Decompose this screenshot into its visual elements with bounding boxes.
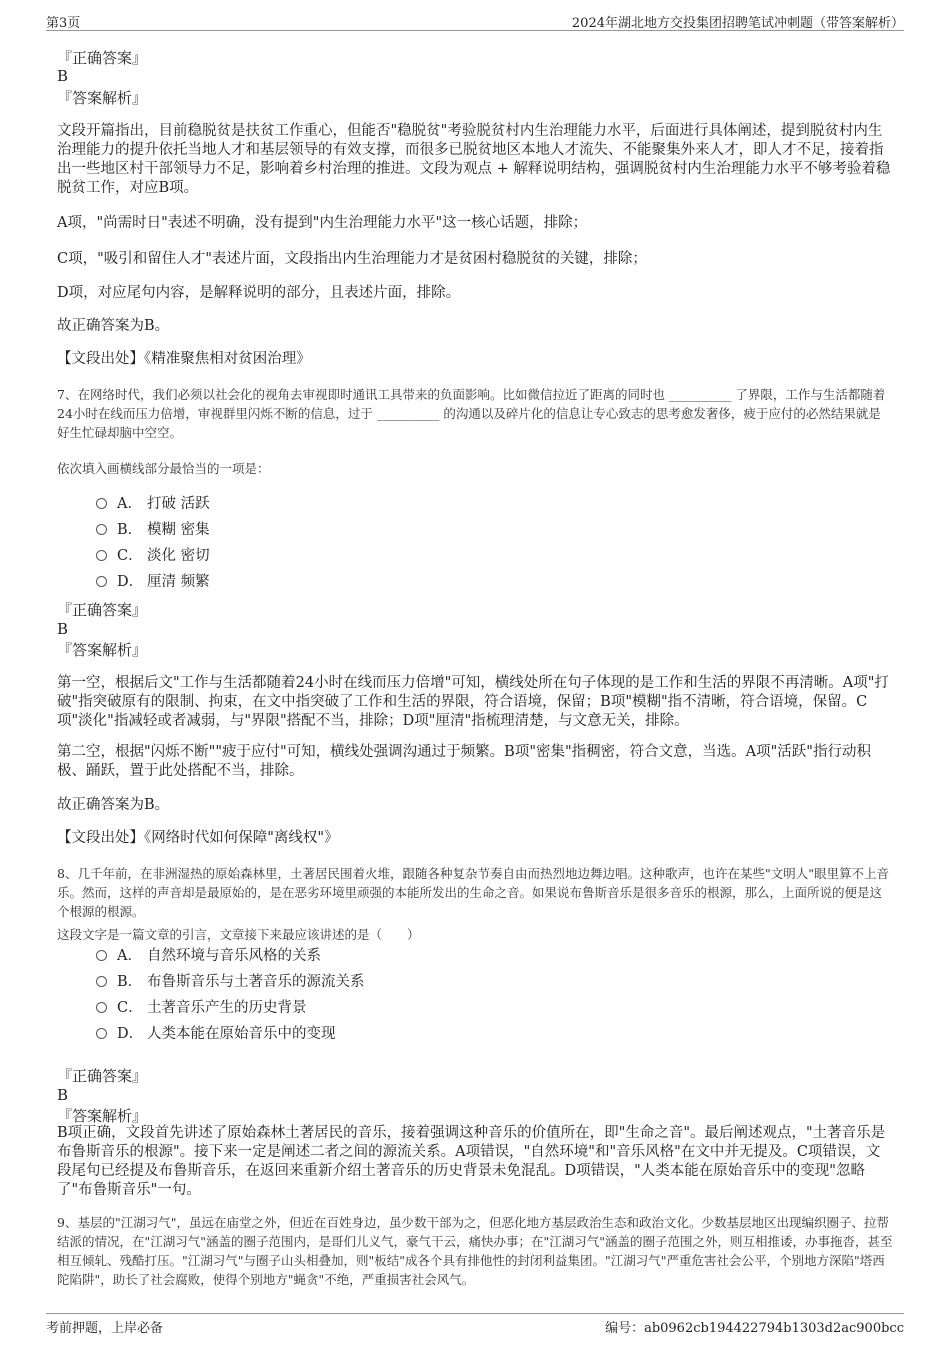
q6-answer: B (57, 67, 69, 85)
q8-prompt: 这段文字是一篇文章的引言，文章接下来最应该讲述的是（ ） (57, 927, 420, 942)
page-header (46, 12, 904, 31)
page-number: 第3页 (46, 16, 81, 31)
option-text: 土著音乐产生的历史背景 (147, 1000, 307, 1016)
q8-analysis-paragraph: B项正确，文段首先讲述了原始森林土著居民的音乐，接着强调这种音乐的价值所在，即"生命之音"。最后阐述观点，"土著音乐是布鲁斯音乐的根源"。接下来一定是阐述二者之间的源流关系。A项错误，"自然环境"和"音乐风格"在文中并无提及。C项错误，文段尾句已经提及布鲁斯音乐，在返回来重新介绍土著音乐的历史背景未免混乱。D项错误，"人类本能在原始音乐中的变现"忽略了"布鲁斯音乐"一句。 (57, 1125, 886, 1198)
q8-analysis-label: 『答案解析』 (57, 1107, 148, 1125)
q7-analysis-paragraph-1: 第一空，根据后文"工作与生活都随着24小时在线而压力倍增"可知，横线处所在句子体现的是工作和生活的界限不再清晰。A项"打破"指突破原有的限制、拘束，在文中指突破了工作和生活的界限，符合语境，保留；B项"模糊"指不清晰，符合语境，保留。C项"淡化"指减轻或者减弱，与"界限"搭配不当，排除；D项"厘清"指梳理清楚，与文意无关，排除。 (57, 675, 889, 729)
radio-icon[interactable] (96, 498, 107, 509)
q7-option-a[interactable] (96, 494, 210, 514)
q7-answer: B (57, 620, 69, 638)
q6-source: 【文段出处】《精准聚焦相对贫困治理》 (57, 351, 311, 367)
document-code: 编号：ab0962cb194422794b1303d2ac900bcc (605, 1321, 904, 1336)
q7-prompt: 依次填入画横线部分最恰当的一项是： (57, 461, 270, 476)
radio-icon[interactable] (96, 524, 107, 535)
option-key: A． (117, 948, 142, 964)
q6-analysis-option-c: C项，"吸引和留住人才"表述片面，文段指出内生治理能力才是贫困村稳脱贫的关键，排除； (57, 251, 647, 267)
q6-correct-answer-label: 『正确答案』 (57, 49, 148, 67)
q6-analysis-option-d: D项，对应尾句内容，是解释说明的部分，且表述片面，排除。 (57, 285, 461, 301)
q7-conclusion: 故正确答案为B。 (57, 797, 170, 813)
q8-option-c[interactable] (96, 998, 307, 1018)
radio-icon[interactable] (96, 550, 107, 561)
option-text: 人类本能在原始音乐中的变现 (147, 1026, 336, 1042)
option-key: C． (117, 548, 143, 564)
radio-icon[interactable] (96, 576, 107, 587)
document-title: 2024年湖北地方交投集团招聘笔试冲刺题（带答案解析） (571, 16, 904, 31)
option-text: 淡化 密切 (147, 548, 210, 564)
option-text: 布鲁斯音乐与土著音乐的源流关系 (147, 974, 365, 990)
q8-option-a[interactable] (96, 946, 321, 966)
q6-analysis-label: 『答案解析』 (57, 89, 148, 107)
option-key: B． (117, 974, 143, 990)
q8-stem: 8、几千年前，在非洲湿热的原始森林里，土著居民围着火堆，跟随各种复杂节奏自由而热烈地边舞边唱。这种歌声，也许在某些"文明人"眼里算不上音乐。然而，这样的声音却是最原始的，是在恶劣环境里顽强的本能所发出的生命之音。如果说布鲁斯音乐是很多音乐的根源，那么，上面所说的便是这个根源的根源。 (57, 866, 889, 919)
option-key: C． (117, 1000, 143, 1016)
q8-option-d[interactable] (96, 1024, 336, 1044)
q7-option-d[interactable] (96, 572, 210, 592)
q7-source: 【文段出处】《网络时代如何保障"离线权"》 (57, 830, 339, 846)
option-key: A． (117, 496, 142, 512)
q8-correct-answer-label: 『正确答案』 (57, 1067, 148, 1085)
option-text: 自然环境与音乐风格的关系 (147, 948, 321, 964)
q6-analysis-option-a: A项，"尚需时日"表述不明确，没有提到"内生治理能力水平"这一核心话题，排除； (57, 215, 588, 231)
radio-icon[interactable] (96, 1002, 107, 1013)
radio-icon[interactable] (96, 950, 107, 961)
q7-analysis-label: 『答案解析』 (57, 641, 148, 659)
radio-icon[interactable] (96, 1028, 107, 1039)
page-footer (46, 1313, 904, 1337)
footer-note: 考前押题，上岸必备 (46, 1321, 164, 1336)
q7-stem: 7、在网络时代，我们必须以社会化的视角去审视即时通讯工具带来的负面影响。比如微信拉近了距离的同时也 __________ 了界限，工作与生活都随着24小时在线而压力倍增，审视群里闪烁不断的信息，过于 __________ 的沟通以及碎片化的信息让专心致志的思考愈发奢侈，疲于应付的必然结果就是好生忙碌却脑中空空。 (57, 387, 886, 440)
option-text: 厘清 频繁 (147, 574, 210, 590)
radio-icon[interactable] (96, 976, 107, 987)
q6-conclusion: 故正确答案为B。 (57, 318, 170, 334)
q8-answer: B (57, 1086, 69, 1104)
q7-analysis-paragraph-2: 第二空，根据"闪烁不断""疲于应付"可知，横线处强调沟通过于频繁。B项"密集"指稠密，符合文意，当选。A项"活跃"指行动积极、踊跃，置于此处搭配不当，排除。 (57, 744, 871, 779)
q7-option-b[interactable] (96, 520, 210, 540)
option-text: 模糊 密集 (147, 522, 210, 538)
option-text: 打破 活跃 (147, 496, 210, 512)
q7-correct-answer-label: 『正确答案』 (57, 601, 148, 619)
q7-option-c[interactable] (96, 546, 210, 566)
option-key: D． (117, 1026, 144, 1042)
q8-option-b[interactable] (96, 972, 365, 992)
option-key: D． (117, 574, 144, 590)
q6-analysis-paragraph: 文段开篇指出，目前稳脱贫是扶贫工作重心，但能否"稳脱贫"考验脱贫村内生治理能力水平，后面进行具体阐述，提到脱贫村内生治理能力的提升依托当地人才和基层领导的有效支撑，而很多已脱贫地区本地人才流失、不能聚集外来人才，即人才不足，接着指出一些地区村干部领导力不足，影响着乡村治理的推进。文段为观点 + 解释说明结构，强调脱贫村内生治理能力水平不够考验着稳脱贫工作，对应B项。 (57, 123, 891, 196)
q9-stem: 9、基层的"江湖习气"，虽远在庙堂之外，但近在百姓身边，虽少数干部为之，但恶化地方基层政治生态和政治文化。少数基层地区出现编织圈子、拉帮结派的情况，在"江湖习气"涵盖的圈子范围内，是哥们儿义气，豪气干云，痛快办事；在"江湖习气"涵盖的圈子范围之外，则互相推诿，办事拖沓，甚至相互倾轧、残酷打压。"江湖习气"与圈子山头相叠加，则"板结"成各个具有排他性的封闭利益集团。"江湖习气"严重危害社会公平，个别地方深陷"塔西陀陷阱"，助长了社会腐败，使得个别地方"蝇贪"不绝，严重损害社会风气。 (57, 1215, 893, 1287)
option-key: B． (117, 522, 143, 538)
